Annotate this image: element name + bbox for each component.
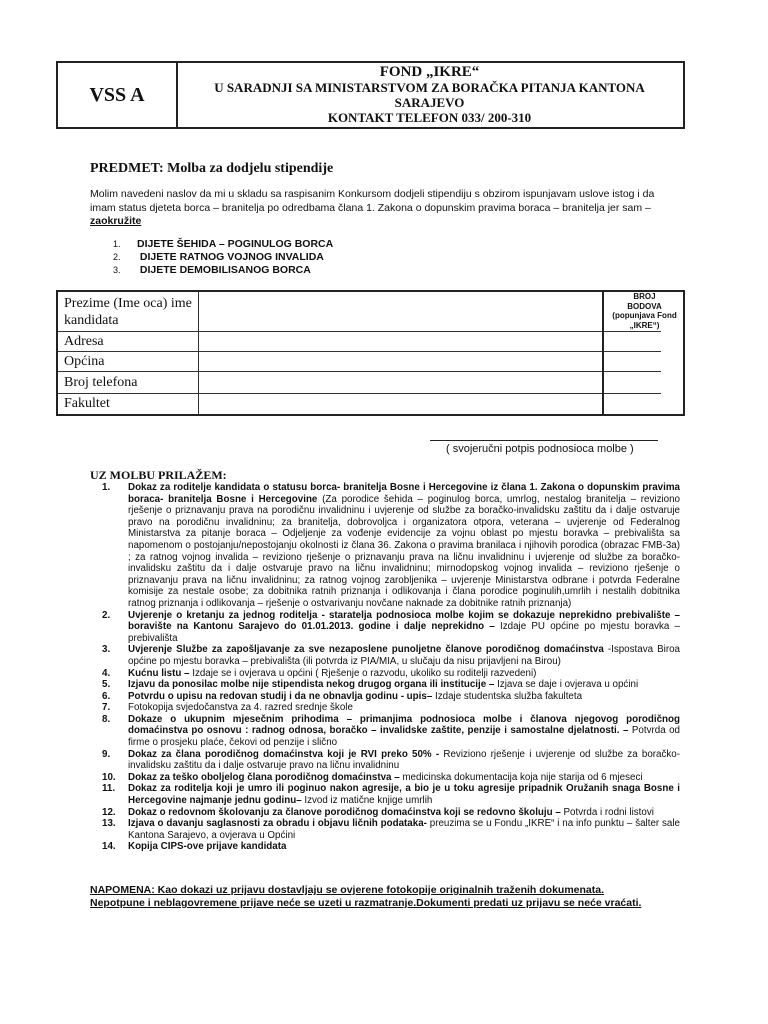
attachment-bold-text: Dokaz za teško oboljelog člana porodičnog domaćinstva – [128, 771, 400, 783]
attachment-number: 13. [102, 818, 116, 830]
attachment-item [90, 783, 680, 806]
note-line: NAPOMENA: Kao dokazi uz prijavu dostavljaju se ovjerene fotokopije originalnih traženih dokumenata. [90, 884, 605, 896]
attachment-bold-text: Izjavu da ponosilac molbe nije stipendista nekog drugog organa ili institucije – [128, 679, 495, 691]
attachments-title: UZ MOLBU PRILAŽEM: [90, 468, 227, 482]
signature-line[interactable] [430, 440, 658, 441]
attachment-text: Izvod iz matične knjige umrlih [301, 795, 433, 807]
attachments-list [90, 482, 680, 853]
organization-contact: KONTAKT TELEFON 033/ 200-310 [327, 110, 532, 125]
attachment-item [90, 772, 680, 784]
status-option[interactable]: 1. DIJETE ŠEHIDA – POGINULOG BORCA [113, 238, 334, 250]
header-box [56, 61, 685, 129]
attachment-number: 5. [102, 679, 111, 691]
attachment-text: (Za porodice šehida – poginulog borca, umrlog, nestalog branitelja – revizionо rješenje o priznavanju prava na porodičnu invalidninu i uvjerenje od službe za boračko-invalidsku zaštitu da i dalje ostvaruje pravo na porodičnu invalidninu; za branitelja, dobrovoljca i organizatora otpora, veterana – uvjerenje od Federalnog Ministarstva za pitanje boraca – Odjeljenje za vođenje evidencije za vojnu oblast po mjestu boravka – prebivališta sa napomenom o postojanju/nepostojanju okolnosti iz člana 36. Zakona o pravima branilaca i njihovih porodica (obrazac FMB-3a) ; za ratnog vojnog invalida – revizionо rješenje o priznavanju prava na ličnu invalidninu i uvjerenje od službe za boračko-invalidsku zaštitu da i dalje ostvaruje pravo na ličnu invalidninu; mirnodopskog vojnog invalida – revizionо rješenje o priznavanju prava na ličnu invalidninu; za ratnog vojnog zarobljenika – uvjerenje Ministarstva odbrane i potvrda Federalne komisije za nestale osobe; za dobitnika ratnih priznanja i odlikovanja i člana porodice poginulih,umrlih i nestalih dobitnika ratnog priznanja i odlikovanja – rješenje o ostvarivanju novčane naknade za dobitnike ratnih priznanja) [128, 493, 680, 609]
attachment-number: 11. [102, 783, 116, 795]
attachment-bold-text: Dokaze o ukupnim mjesečnim prihodima – primanjima podnosioca molbe i članova njegovog porodičnog domaćinstva po osnovu : radnog odnosa, boračko – invalidske zaštite, penzije i samostalne djelatnosti. – [128, 713, 680, 737]
field-label-municipality: Općina [58, 352, 198, 372]
field-input-address[interactable] [198, 332, 661, 352]
attachment-item [90, 702, 680, 714]
attachment-bold-text: Dokaz o redovnom školovanju za članove porodičnog domaćinstva koji se redovno školuju – [128, 806, 561, 818]
attachment-item [90, 691, 680, 703]
attachment-number: 6. [102, 690, 111, 702]
field-label-address: Adresa [58, 332, 198, 352]
attachment-item [90, 807, 680, 819]
attachment-text: Izdaje studentska služba fakulteta [432, 690, 583, 702]
status-option[interactable]: 3. DIJETE DEMOBILISANOG BORCA [113, 264, 311, 276]
attachment-bold-text: Kućnu listu – [128, 667, 190, 679]
status-options [113, 238, 333, 277]
attachment-bold-text: Kopija CIPS-ove prijave kandidata [128, 841, 287, 853]
attachment-bold-text: Uvjerenje Službe za zapošljavanje za sve nezaposlene punoljetne članove porodičnog domaćinstva [128, 644, 604, 656]
attachment-text: Izdaje PU općine po mjestu boravka – prebivališta [128, 621, 680, 644]
points-header: „IKRE“) [629, 320, 660, 330]
intro-emphasis: zaokružite [90, 215, 142, 227]
signature-label: ( svojeručni potpis podnosioca molbe ) [446, 443, 634, 455]
form-code: VSS A [58, 63, 178, 127]
attachment-number: 12. [102, 806, 116, 818]
intro-paragraph [90, 188, 680, 229]
attachment-text: medicinska dokumentacija koja nije starija od 6 mjeseci [399, 771, 643, 783]
organization-line-2: U SARADNJI SA MINISTARSTVOM ZA BORAČKA PITANJA KANTONA [214, 80, 645, 95]
attachment-text: preuzima se u Fondu „IKRE“ i na info punktu – šalter sale Kantona Sarajevo, a ovjerava u Općini [128, 818, 680, 841]
intro-text: Molim navedeni naslov da mi u skladu sa raspisanim Konkursom dodjeli stipendiju s obzirom ispunjavam uslove istog i da imam status djeteta borca – branitelja po odredbama člana 1. Zakona o dopunskim pravima boraca – branitelja jer sam – [90, 188, 655, 214]
attachment-number: 4. [102, 667, 111, 679]
subject-heading: PREDMET: Molba za dodjelu stipendije [90, 161, 334, 176]
attachment-item [90, 841, 680, 853]
attachment-number: 10. [102, 771, 116, 783]
field-label-faculty: Fakultet [64, 396, 110, 411]
attachment-item [90, 679, 680, 691]
attachment-item [90, 818, 680, 841]
field-input-faculty[interactable] [198, 394, 661, 414]
attachment-text: Potvrda i rodni listovi [560, 806, 654, 818]
note [90, 884, 690, 910]
organization-block [178, 65, 681, 125]
field-label-phone: Broj telefona [58, 372, 198, 394]
points-header: BROJ [633, 292, 656, 301]
attachment-bold-text: Potvrdu o upisu na redovan studij i da ne obnavlja godinu - upis– [128, 690, 433, 702]
attachment-item [90, 644, 680, 667]
organization-title: FOND „IKRE“ [379, 64, 480, 80]
attachment-item [90, 749, 680, 772]
attachment-text: Potvrda od firme o prosjeku plaće, čekovi od penzije i slično [128, 725, 681, 749]
attachment-text: Izdaje se i ovjerava u općini ( Rješenje o razvodu, ukoliko su roditelji razvedeni) [189, 667, 537, 679]
attachment-text: Fotokopija svjedočanstva za 4. razred srednje škole [128, 702, 353, 714]
attachment-number: 7. [102, 702, 111, 714]
field-input-phone[interactable] [198, 372, 661, 394]
attachment-number: 2. [102, 609, 111, 621]
attachment-number: 9. [102, 748, 111, 760]
attachment-bold-text: Dokaz za roditelja koji je umro ili poginuo nakon agresije, a bio je u toku agresije pripadnik Oružanih snaga Bosne i Hercegovine najmanje jednu godinu– [128, 783, 680, 807]
attachment-item [90, 668, 680, 680]
attachment-text: Izjava se daje i ovjerava u općini [494, 679, 639, 691]
attachment-bold-text: Dokaz za roditelje kandidata o statusu borca- branitelja Bosne i Hercegovine iz člana 1. Zakona o dopunskim pravima boraca- branitelja Bosne i Hercegovine [128, 482, 680, 505]
attachment-text: -Ispostava Biroa općine po mjestu boravka – prebivališta (ili potvrda iz PIA/MIA, u slučaju da nisu prijavljeni na Birou) [128, 644, 680, 667]
status-option[interactable]: 2. DIJETE RATNOG VOJNOG INVALIDA [113, 251, 324, 263]
attachment-item [90, 610, 680, 645]
attachment-bold-text: Uvjerenje o kretanju za jednog roditelja - staratelja podnosioca molbe kojim se dokazuje neprekidno prebivalište – boravište na Kantonu Sarajevo do 01.01.2013. godine i dalje neprekidno – [128, 609, 680, 633]
attachment-bold-text: Izjava o davanju saglasnosti za obradu i objavu ličnih podataka- [128, 818, 427, 830]
attachment-bold-text: Dokaz za člana porodičnog domaćinstva koji je RVI preko 50% - [128, 748, 440, 760]
attachment-number: 3. [102, 644, 111, 656]
points-header: BODOVA [627, 301, 662, 311]
organization-line-3: SARAJEVO [394, 95, 465, 110]
field-input-name[interactable] [198, 292, 661, 332]
attachment-number: 1. [102, 482, 111, 493]
note-line: Nepotpune i neblagovremene prijave neće se uzeti u razmatranje.Dokumenti predati uz prijavu se neće vraćati. [90, 897, 642, 909]
attachment-number: 8. [102, 713, 111, 725]
attachment-text: Revizionо rješenje i uvjerenje od službe za boračko-invalidsku zaštitu da i dalje ostvaruje pravo na ličnu invalidninu [128, 748, 680, 772]
candidate-form-table [56, 290, 685, 416]
attachment-item [90, 482, 680, 610]
field-label-name: Prezime (Ime oca) ime kandidata [58, 292, 198, 332]
field-input-municipality[interactable] [198, 352, 661, 372]
points-box [602, 290, 685, 416]
attachment-number: 14. [102, 841, 116, 853]
points-header: (popunjava Fond [612, 311, 677, 320]
attachment-item [90, 714, 680, 749]
